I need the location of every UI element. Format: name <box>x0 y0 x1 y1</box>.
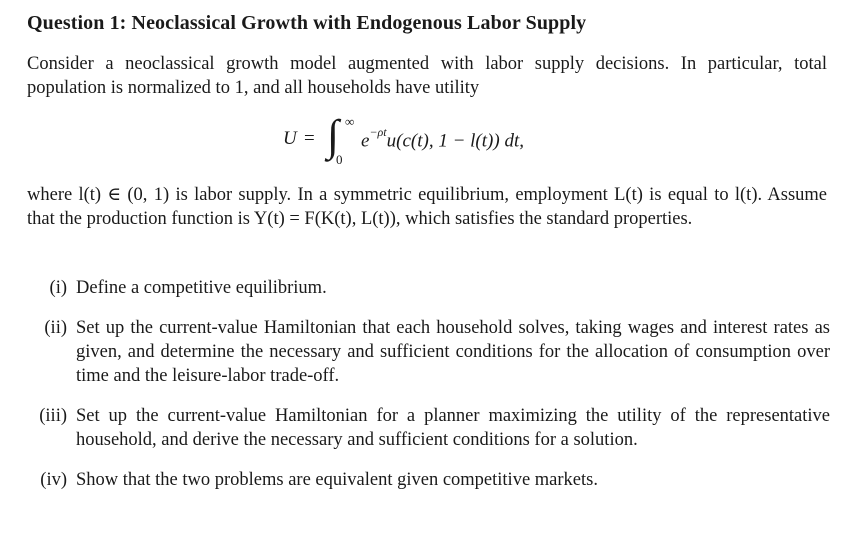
intro-paragraph: Consider a neoclassical growth model augmented with labor supply decisions. In particular, total population is normalized to 1, and all households have utility <box>27 54 827 98</box>
integrand-prefix: e <box>361 130 370 152</box>
integral-sign: ∫ <box>327 111 340 160</box>
integrand-body: u(c(t), 1 − l(t)) dt, <box>386 130 524 152</box>
sub-question-4 <box>40 468 830 492</box>
equation-equals: = <box>304 128 315 149</box>
sub-question-number: (iv) <box>40 470 67 490</box>
sub-question-number: (iii) <box>39 406 67 426</box>
question-title: Question 1: Neoclassical Growth with Endogenous Labor Supply <box>27 12 587 34</box>
sub-question-text: Set up the current-value Hamiltonian that each household solves, taking wages and interest rates as given, and determine the necessary and sufficient conditions for the allocation of consumption over time and the leisure-labor trade-off. <box>76 318 830 386</box>
sub-question-text: Set up the current-value Hamiltonian for a planner maximizing the utility of the representative household, and derive the necessary and sufficient conditions for a solution. <box>76 406 830 450</box>
sub-question-number: (ii) <box>44 318 67 338</box>
integral-upper-limit: ∞ <box>345 114 355 129</box>
sub-question-1 <box>40 276 830 300</box>
sub-question-3 <box>40 404 830 452</box>
integral-lower-limit: 0 <box>336 152 343 167</box>
sub-question-number: (i) <box>49 278 67 298</box>
sub-question-text: Show that the two problems are equivalent given competitive markets. <box>76 470 598 490</box>
integrand <box>361 125 524 152</box>
integrand-exponent: −ρt <box>369 125 387 139</box>
body-paragraph: where l(t) ∈ (0, 1) is labor supply. In a symmetric equilibrium, employment L(t) is equal to l(t). Assume that the production function is Y(t) = F(K(t), L(t)), which satisfies the standard properties. <box>27 185 827 229</box>
equation-lhs: U <box>283 128 297 149</box>
sub-question-2 <box>40 316 830 388</box>
sub-question-list <box>40 276 830 492</box>
sub-question-text: Define a competitive equilibrium. <box>76 278 327 298</box>
